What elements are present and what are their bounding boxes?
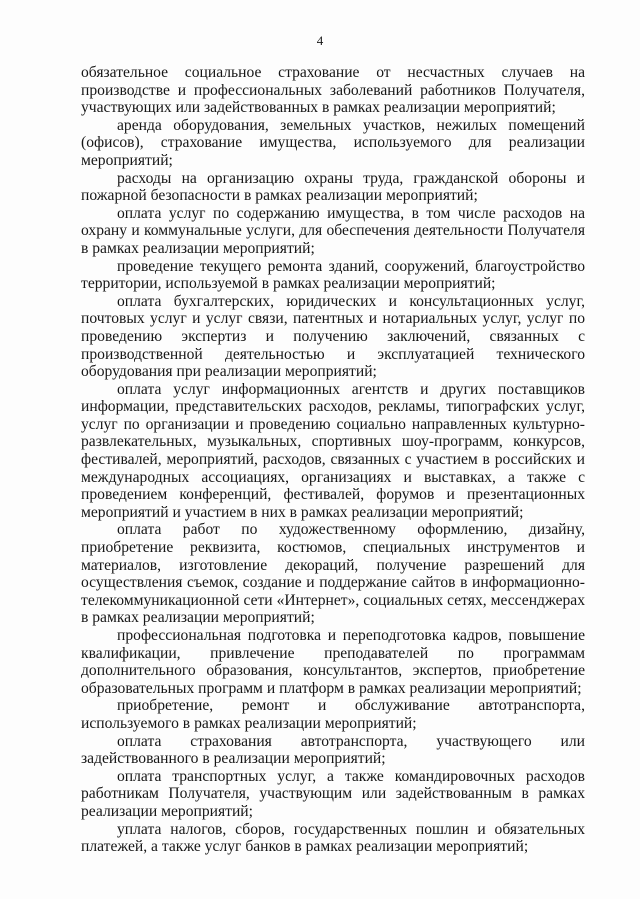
paragraph: расходы на организацию охраны труда, гражданской обороны и пожарной безопасности в рамках реализации мероприятий; [81,169,585,205]
paragraph: уплата налогов, сборов, государственных пошлин и обязательных платежей, а также услуг банков в рамках реализации мероприятий; [81,820,585,856]
paragraph: проведение текущего ремонта зданий, сооружений, благоустройство территории, используемой в рамках реализации мероприятий; [81,257,585,293]
paragraph: оплата страхования автотранспорта, участвующего или задействованного в реализации мероприятий; [81,732,585,768]
paragraph: профессиональная подготовка и переподготовка кадров, повышение квалификации, привлечение преподавателей по программам дополнительного образования, консультантов, экспертов, приобретение образовательных программ и платформ в рамках реализации мероприятий; [81,627,585,697]
paragraph: обязательное социальное страхование от несчастных случаев на производстве и профессиональных заболеваний работников Получателя, участвующих или задействованных в рамках реализации мероприятий; [81,64,585,117]
document-body [81,64,585,856]
paragraph: оплата транспортных услуг, а также командировочных расходов работникам Получателя, участвующим или задействованным в рамках реализации мероприятий; [81,767,585,820]
page-number: 4 [316,33,324,48]
paragraph: оплата услуг информационных агентств и других поставщиков информации, представительских расходов, рекламы, типографских услуг, услуг по организации и проведению социально направленных культурно-развлекательных, музыкальных, спортивных шоу-программ, конкурсов, фестивалей, мероприятий, расходов, связанных с участием в российских и международных ассоциациях, организациях и выставках, а также с проведением конференций, фестивалей, форумов и презентационных мероприятий и участием в них в рамках реализации мероприятий; [81,380,585,521]
paragraph: оплата бухгалтерских, юридических и консультационных услуг, почтовых услуг и услуг связи, патентных и нотариальных услуг, услуг по проведению экспертиз и получению заключений, связанных с производственной деятельностью и эксплуатацией технического оборудования при реализации мероприятий; [81,292,585,381]
paragraph: аренда оборудования, земельных участков, нежилых помещений (офисов), страхование имущества, используемого для реализации мероприятий; [81,116,585,169]
paragraph: приобретение, ремонт и обслуживание автотранспорта, используемого в рамках реализации мероприятий; [81,697,585,732]
paragraph: оплата работ по художественному оформлению, дизайну, приобретение реквизита, костюмов, специальных инструментов и материалов, изготовление декораций, получение разрешений для осуществления съемок, создание и поддержание сайтов в информационно-телекоммуникационной сети «Интернет», социальных сетях, мессенджерах в рамках реализации мероприятий; [81,521,585,627]
paragraph: оплата услуг по содержанию имущества, в том числе расходов на охрану и коммунальные услуги, для обеспечения деятельности Получателя в рамках реализации мероприятий; [81,204,585,257]
